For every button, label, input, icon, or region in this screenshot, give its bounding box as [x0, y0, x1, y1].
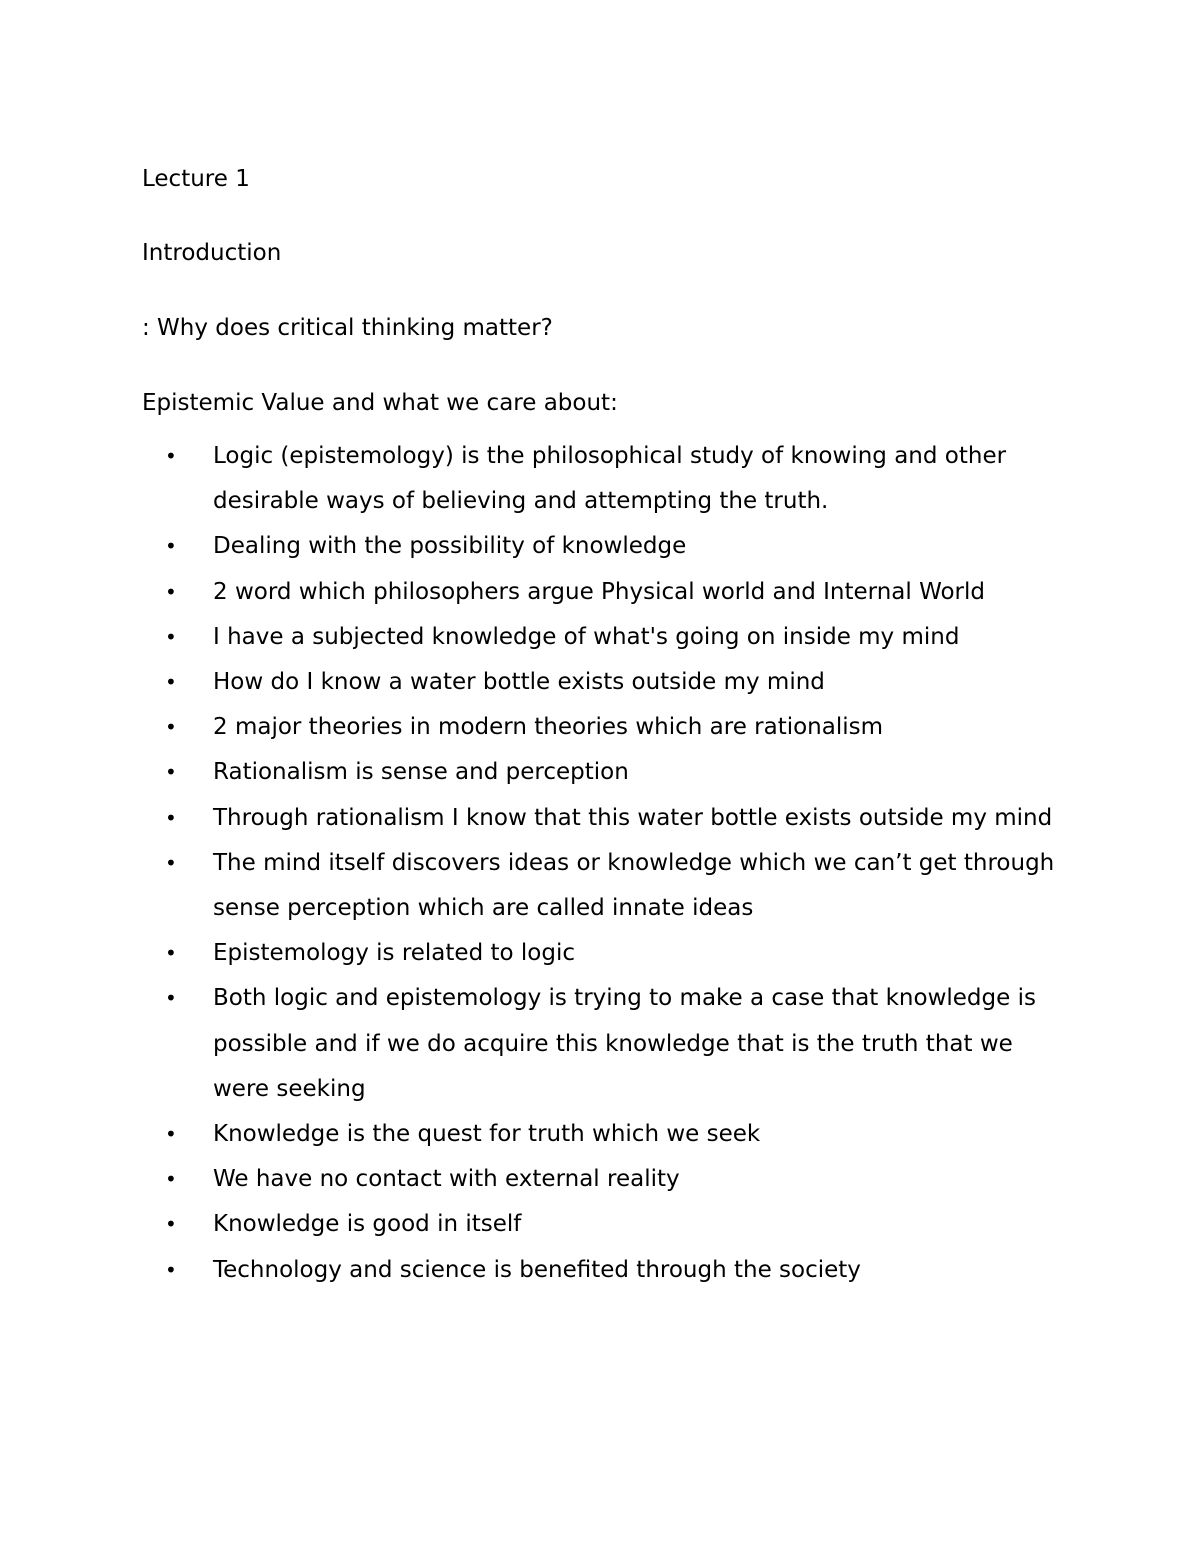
list-item [0, 750, 1073, 795]
list-item-text: Rationalism is sense and perception [213, 759, 629, 786]
list-item [0, 796, 1073, 841]
list-item-text: We have no contact with external reality [213, 1166, 680, 1193]
bullet-icon: • [165, 1212, 177, 1237]
list-item [0, 615, 1073, 660]
list-item-text: Dealing with the possibility of knowledge [213, 533, 687, 560]
section-title: Epistemic Value and what we care about: [142, 390, 618, 416]
bullet-icon: • [165, 1122, 177, 1147]
bullet-icon: • [165, 850, 177, 875]
bullet-icon: • [165, 670, 177, 695]
list-item [0, 1202, 1073, 1247]
list-item [0, 976, 1073, 1112]
list-item [0, 660, 1073, 705]
list-item-text: Knowledge is the quest for truth which we seek [213, 1121, 761, 1148]
list-item-text: Knowledge is good in itself [213, 1211, 522, 1238]
list-item [0, 1112, 1073, 1157]
bullet-icon: • [165, 986, 177, 1011]
list-item-text: 2 word which philosophers argue Physical world and Internal World [213, 578, 986, 605]
bullet-icon: • [165, 715, 177, 740]
bullet-icon: • [165, 579, 177, 604]
bullet-icon: • [165, 1167, 177, 1192]
list-item [0, 1248, 1073, 1293]
list-item-text: Through rationalism I know that this water bottle exists outside my mind [213, 804, 1053, 831]
list-item-text: Epistemology is related to logic [213, 940, 575, 967]
bullet-icon: • [165, 534, 177, 559]
list-item-text: Logic (epistemology) is the philosophical study of knowing and other desirable ways of believing and attempting the truth. [213, 443, 1007, 515]
question-line: : Why does critical thinking matter? [142, 315, 553, 341]
list-item [0, 1157, 1073, 1202]
list-item [0, 434, 1073, 524]
list-item [0, 931, 1073, 976]
bullet-list [0, 434, 1200, 1293]
bullet-icon: • [165, 624, 177, 649]
bullet-icon: • [165, 941, 177, 966]
lecture-heading: Lecture 1 [142, 166, 250, 192]
list-item-text: 2 major theories in modern theories which are rationalism [213, 714, 884, 741]
bullet-icon: • [165, 444, 177, 468]
list-item [0, 841, 1073, 931]
list-item-text: The mind itself discovers ideas or knowledge which we can’t get through sense perception which are called innate ideas [213, 849, 1055, 922]
list-item [0, 705, 1073, 750]
bullet-icon: • [165, 1257, 177, 1282]
list-item-text: Both logic and epistemology is trying to make a case that knowledge is possible and if we do acquire this knowledge that is the truth that we were seeking [213, 985, 1036, 1102]
list-item [0, 570, 1073, 615]
list-item-text: How do I know a water bottle exists outside my mind [213, 669, 825, 696]
bullet-icon: • [165, 805, 177, 830]
list-item-text: I have a subjected knowledge of what's going on inside my mind [213, 623, 960, 650]
introduction-heading: Introduction [142, 240, 282, 266]
list-item-text: Technology and science is benefited through the society [213, 1256, 861, 1283]
list-item [0, 524, 1073, 569]
bullet-icon: • [165, 760, 177, 785]
